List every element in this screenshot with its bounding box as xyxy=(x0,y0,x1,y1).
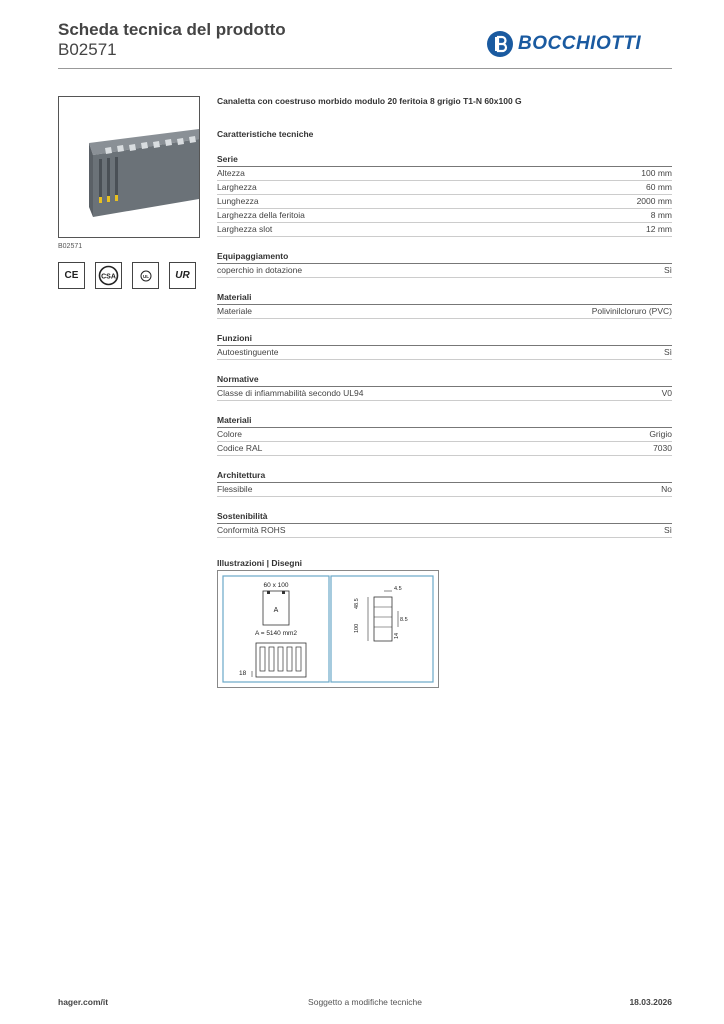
svg-text:CSA: CSA xyxy=(101,273,116,281)
svg-text:UL: UL xyxy=(142,273,149,279)
spec-row: Autoestinguente Sì xyxy=(217,346,672,360)
section-title: Sostenibilità xyxy=(217,511,672,524)
product-image xyxy=(58,96,200,238)
spec-row: Larghezza della feritoia 8 mm xyxy=(217,209,672,223)
bocchiotti-logo-icon xyxy=(486,30,514,58)
drawing-dim-slot: 8.5 xyxy=(400,617,408,623)
section-funzioni xyxy=(217,333,672,360)
spec-row: coperchio in dotazione Sì xyxy=(217,264,672,278)
brand-logo xyxy=(486,28,641,60)
ul-small-mark-icon xyxy=(132,262,159,289)
spec-row: Flessibile No xyxy=(217,483,672,497)
csa-logo-icon xyxy=(98,265,119,286)
spec-row: Codice RAL 7030 xyxy=(217,442,672,456)
technical-drawing xyxy=(217,570,439,688)
specs-column xyxy=(217,96,672,569)
ce-mark-icon: CE xyxy=(58,262,85,289)
section-architettura xyxy=(217,470,672,497)
section-title: Normative xyxy=(217,374,672,387)
spec-row: Classe di infiammabilità secondo UL94 V0 xyxy=(217,387,672,401)
footer-website: hager.com/it xyxy=(58,997,109,1007)
technical-drawing-svg xyxy=(218,571,438,687)
spec-row: Lunghezza 2000 mm xyxy=(217,195,672,209)
spec-row: Materiale Polivinilcloruro (PVC) xyxy=(217,305,672,319)
spec-row: Larghezza slot 12 mm xyxy=(217,223,672,237)
drawing-area: A = 5140 mm2 xyxy=(254,630,298,637)
section-equipaggiamento xyxy=(217,251,672,278)
specs-heading: Caratteristiche tecniche xyxy=(217,129,314,139)
footer-date: 18.03.2026 xyxy=(629,997,672,1007)
image-caption: B02571 xyxy=(58,243,83,250)
document-title: Scheda tecnica del prodotto xyxy=(58,20,286,39)
illustrations-title: Illustrazioni | Disegni xyxy=(217,558,303,568)
drawing-dim-left: 48.5 xyxy=(354,598,360,609)
drawing-dim-height: 100 xyxy=(354,623,360,633)
footer-notice: Soggetto a modifiche tecniche xyxy=(308,997,422,1007)
product-name: Canaletta con coestruso morbido modulo 20 feritoia 8 grigio T1-N 60x100 G xyxy=(217,96,522,106)
ur-mark-icon: UR xyxy=(169,262,196,289)
header-divider xyxy=(58,68,672,69)
section-materiali-colore xyxy=(217,415,672,456)
certification-marks xyxy=(58,262,196,289)
section-normative xyxy=(217,374,672,401)
spec-row: Conformità ROHS Sì xyxy=(217,524,672,538)
logo-text: BOCCHIOTTI xyxy=(518,33,642,54)
section-serie xyxy=(217,154,672,237)
section-materiali xyxy=(217,292,672,319)
section-title: Serie xyxy=(217,154,672,167)
section-title: Materiali xyxy=(217,415,672,428)
section-title: Equipaggiamento xyxy=(217,251,672,264)
section-sostenibilita xyxy=(217,511,672,538)
section-title: Materiali xyxy=(217,292,672,305)
drawing-dim-top: 4.5 xyxy=(394,586,402,592)
spec-row: Colore Grigio xyxy=(217,428,672,442)
product-code: B02571 xyxy=(58,40,117,59)
drawing-dims: 60 x 100 xyxy=(263,582,289,589)
drawing-dim-bottom: 14 xyxy=(394,632,400,639)
document-header xyxy=(58,20,286,60)
ul-logo-icon xyxy=(138,268,154,284)
drawing-height-label: 18 xyxy=(239,670,247,677)
drawing-section-letter: A xyxy=(273,607,279,614)
csa-mark-icon xyxy=(95,262,122,289)
section-title: Funzioni xyxy=(217,333,672,346)
spec-row: Larghezza 60 mm xyxy=(217,181,672,195)
cable-duct-illustration xyxy=(59,97,199,237)
section-title: Architettura xyxy=(217,470,672,483)
spec-row: Altezza 100 mm xyxy=(217,167,672,181)
